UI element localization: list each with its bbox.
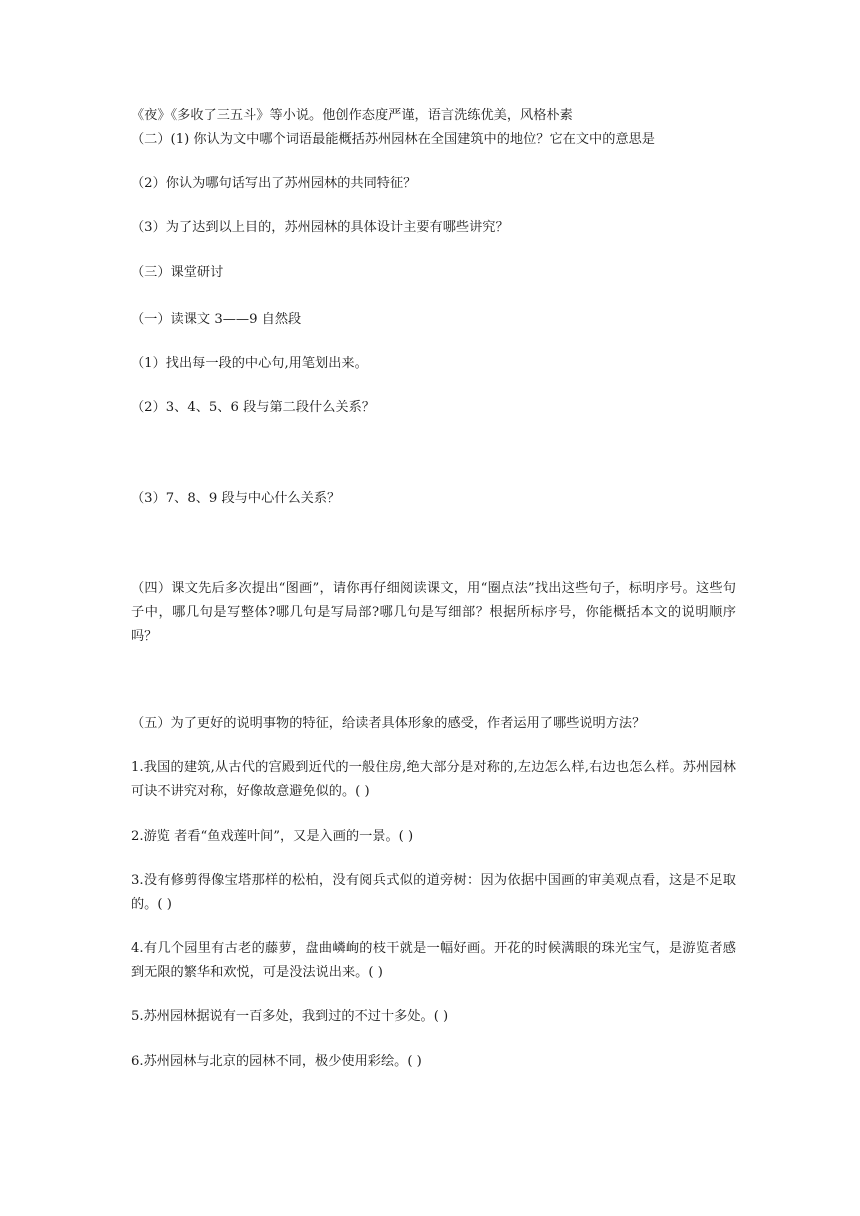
example-3: 3.没有修剪得像宝塔那样的松柏，没有阅兵式似的道旁树：因为依据中国画的审美观点看，这是不足取的。( ) [131,873,736,912]
example-4: 4.有几个园里有古老的藤萝，盘曲嶙峋的枝干就是一幅好画。开花的时候满眼的珠光宝气，是游览者感到无限的繁华和欢悦，可是没法说出来。( ) [131,941,736,980]
section-1-heading: （一）读课文 3——9 自然段 [131,312,302,327]
question-1-1: （1）找出每一段的中心句,用笔划出来。 [131,356,368,371]
example-6: 6.苏州园林与北京的园林不同，极少使用彩绘。( ) [131,1054,422,1069]
section-5-heading: （五）为了更好的说明事物的特征，给读者具体形象的感受，作者运用了哪些说明方法？ [131,716,646,731]
question-2-2: （2）你认为哪句话写出了苏州园林的共同特征？ [131,176,417,191]
section-4-paragraph: （四）课文先后多次提出“图画”，请你再仔细阅读课文，用“圈点法”找出这些句子，标明序号。这些句子中，哪几句是写整体?哪几句是写局部?哪几句是写细部？根据所标序号，你能概括本文的说明顺序吗？ [131,581,736,644]
question-2-1: （二）(1) 你认为文中哪个词语最能概括苏州园林在全国建筑中的地位？它在文中的意思是 [131,132,655,147]
section-3-heading: （三）课堂研讨 [131,265,224,280]
question-1-3: （3）7、8、9 段与中心什么关系？ [131,491,341,506]
text-line-novels: 《夜》《多收了三五斗》等小说。他创作态度严谨，语言洗练优美，风格朴素 [131,108,573,123]
example-2: 2.游览 者看“鱼戏莲叶间”，又是入画的一景。( ) [131,829,414,844]
example-1: 1.我国的建筑,从古代的宫殿到近代的一般住房,绝大部分是对称的,左边怎么样,右边也怎么样。苏州园林可诀不讲究对称，好像故意避免似的。( ) [131,760,736,799]
question-2-3: （3）为了达到以上目的，苏州园林的具体设计主要有哪些讲究？ [131,220,509,235]
example-5: 5.苏州园林据说有一百多处，我到过的不过十多处。( ) [131,1009,449,1024]
question-1-2: （2）3、4、5、6 段与第二段什么关系？ [131,400,375,415]
